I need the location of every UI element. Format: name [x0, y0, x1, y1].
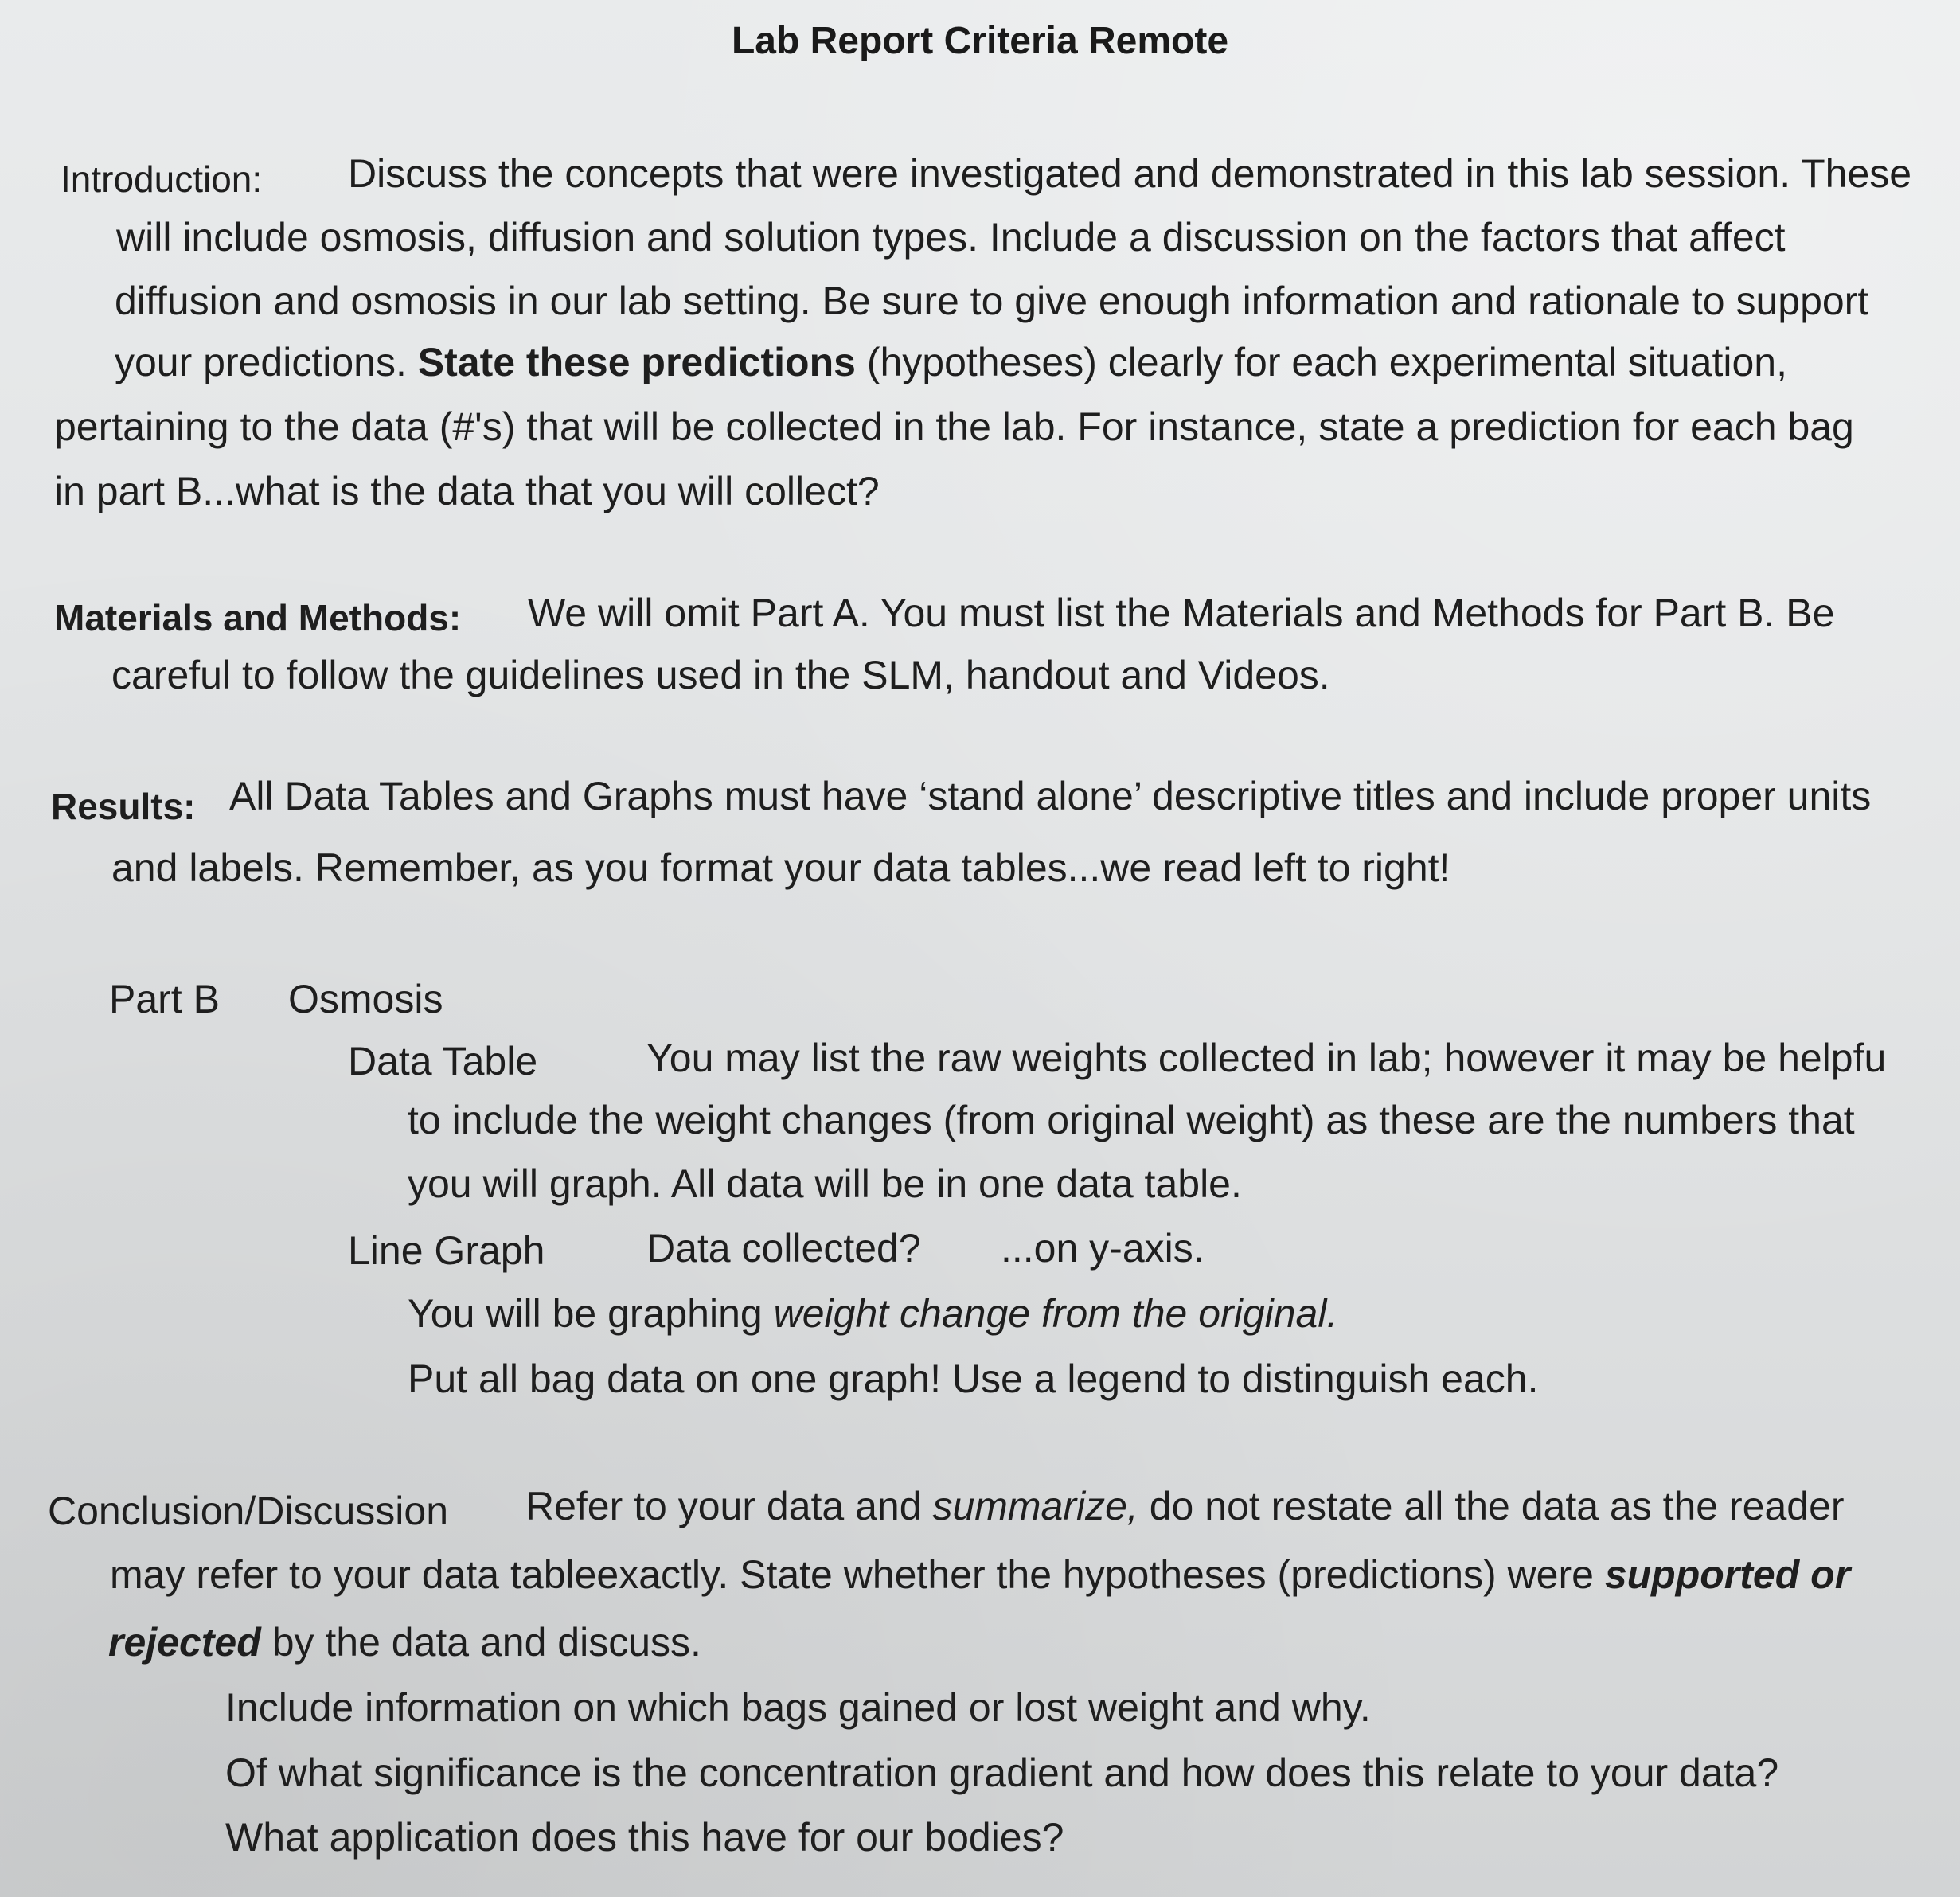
conclusion-line-1-end: do not restate all the data as the reader [1149, 1484, 1845, 1528]
part-b-label: Part B [109, 977, 220, 1021]
line-graph-weight-change-emphasis: weight change from the original. [773, 1291, 1338, 1336]
data-table-line-1: You may list the raw weights collected in lab; however it may be helpfu [646, 1036, 1887, 1080]
conclusion-line-3-end: by the data and discuss. [271, 1620, 701, 1665]
conclusion-line-2-start: may refer to your data tableexactly. State whether the hypotheses (predictions) were [110, 1552, 1594, 1597]
line-graph-line-3: Put all bag data on one graph! Use a legend to distinguish each. [408, 1356, 1539, 1401]
introduction-line-3: diffusion and osmosis in our lab setting. Be sure to give enough information and rationale to support [115, 279, 1869, 323]
data-table-heading: Data Table [348, 1039, 538, 1083]
conclusion-rejected-emphasis: rejected [108, 1620, 261, 1665]
results-line-2: and labels. Remember, as you format your data tables...we read left to right! [111, 845, 1450, 890]
conclusion-line-6: What application does this have for our bodies? [225, 1815, 1064, 1860]
conclusion-line-3 [108, 1618, 701, 1666]
conclusion-line-5: Of what significance is the concentration gradient and how does this relate to your data? [225, 1751, 1779, 1795]
materials-line-1: We will omit Part A. You must list the Materials and Methods for Part B. Be [528, 591, 1835, 635]
results-heading: Results: [51, 786, 196, 827]
results-line-1: All Data Tables and Graphs must have ‘stand alone’ descriptive titles and include proper units [229, 774, 1872, 818]
line-graph-line-2 [408, 1290, 1337, 1337]
conclusion-summarize-emphasis: summarize, [932, 1484, 1138, 1528]
conclusion-supported-emphasis: supported or [1604, 1552, 1851, 1597]
data-table-line-3: you will graph. All data will be in one data table. [408, 1161, 1242, 1206]
line-graph-axis: ...on y-axis. [1001, 1226, 1205, 1271]
line-graph-question: Data collected? [646, 1226, 921, 1271]
conclusion-heading: Conclusion/Discussion [48, 1489, 449, 1533]
conclusion-line-1 [525, 1482, 1845, 1530]
introduction-line-1: Discuss the concepts that were investigated and demonstrated in this lab session. These [348, 151, 1912, 196]
materials-heading: Materials and Methods: [54, 597, 462, 638]
data-table-line-2: to include the weight changes (from original weight) as these are the numbers that [408, 1098, 1855, 1142]
materials-line-2: careful to follow the guidelines used in the SLM, handout and Videos. [111, 653, 1330, 697]
introduction-line-4-start: your predictions. [115, 340, 407, 384]
introduction-line-4 [115, 338, 1787, 386]
introduction-heading: Introduction: [61, 158, 263, 200]
conclusion-line-4: Include information on which bags gained or lost weight and why. [225, 1685, 1371, 1730]
introduction-line-6: in part B...what is the data that you will collect? [54, 469, 880, 513]
introduction-line-5: pertaining to the data (#'s) that will be collected in the lab. For instance, state a prediction for each bag [54, 404, 1854, 449]
conclusion-line-2 [110, 1551, 1850, 1598]
introduction-line-2: will include osmosis, diffusion and solution types. Include a discussion on the factors that affect [116, 215, 1786, 260]
conclusion-line-1-start: Refer to your data and [525, 1484, 922, 1528]
line-graph-line-2-start: You will be graphing [408, 1291, 763, 1336]
part-b-topic: Osmosis [288, 977, 443, 1021]
introduction-line-4-end: (hypotheses) clearly for each experimental situation, [866, 340, 1787, 384]
line-graph-heading: Line Graph [348, 1228, 545, 1273]
introduction-predictions-emphasis: State these predictions [417, 340, 856, 384]
document-title: Lab Report Criteria Remote [731, 20, 1229, 62]
